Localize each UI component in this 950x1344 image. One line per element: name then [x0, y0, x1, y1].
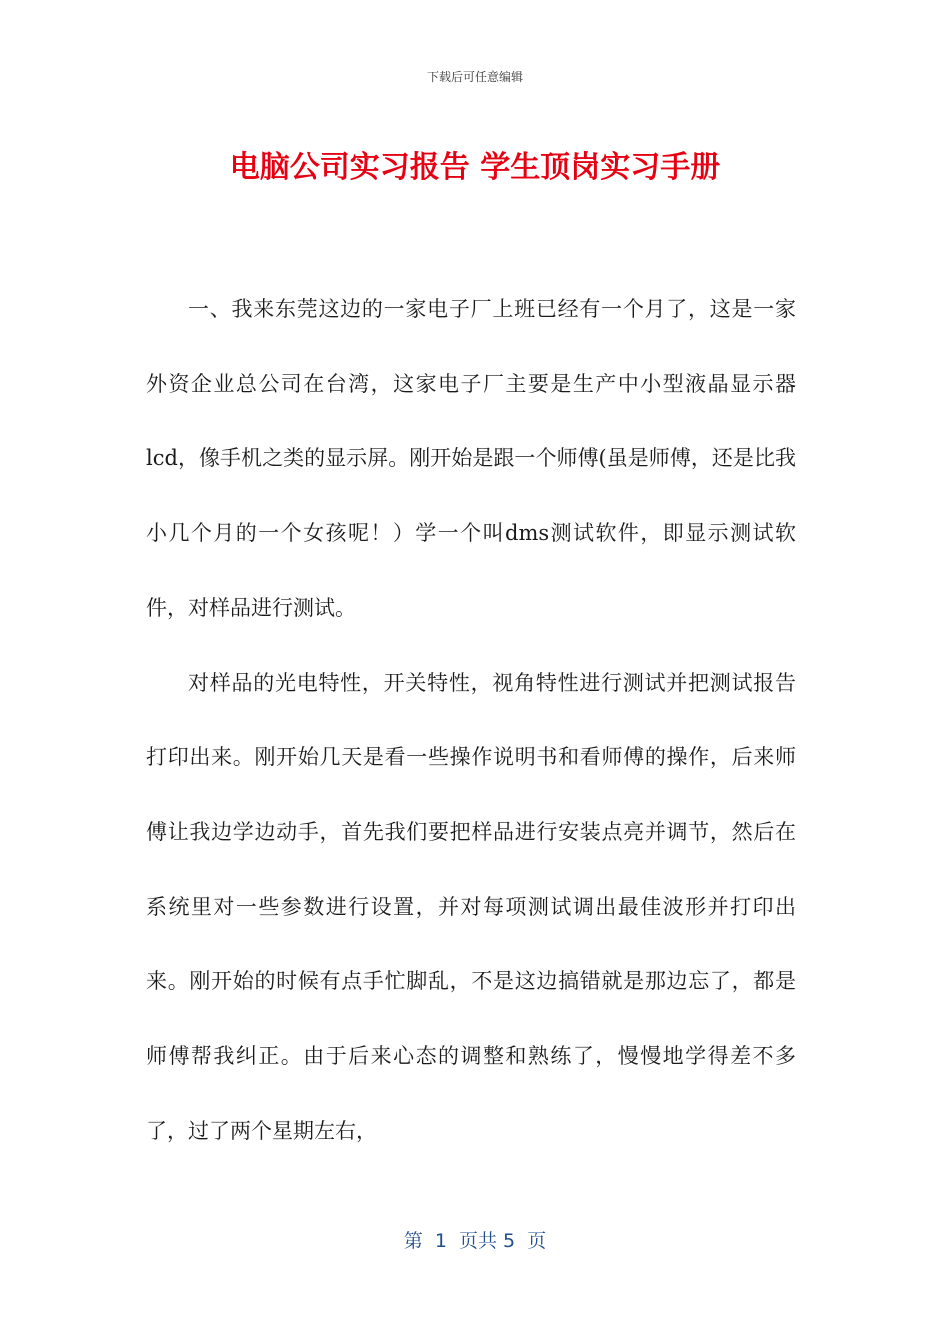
paragraph: 对样品的光电特性，开关特性，视角特性进行测试并把测试报告打印出来。刚开始几天是看一些操作说明书和看师傅的操作，后来师傅让我边学边动手，首先我们要把样品进行安装点亮并调节，然后在系统里对一些参数进行设置，并对每项测试调出最佳波形并打印出来。刚开始的时候有点手忙脚乱，不是这边搞错就是那边忘了，都是师傅帮我纠正。由于后来心态的调整和熟练了，慢慢地学得差不多了，过了两个星期左右，	[146, 670, 796, 1143]
header-note: 下载后可任意编辑	[426, 70, 523, 84]
document-title: 电脑公司实习报告 学生顶岗实习手册	[229, 150, 721, 185]
paragraph: 一、我来东莞这边的一家电子厂上班已经有一个月了，这是一家外资企业总公司在台湾，这家电子厂主要是生产中小型液晶显示器lcd，像手机之类的显示屏。刚开始是跟一个师傅(虽是师傅，还是比我小几个月的一个女孩呢！）学一个叫dms测试软件，即显示测试软件，对样品进行测试。	[146, 297, 796, 620]
document-body	[146, 272, 796, 1168]
page-number-footer: 第 1 页共 5 页	[403, 1230, 547, 1252]
